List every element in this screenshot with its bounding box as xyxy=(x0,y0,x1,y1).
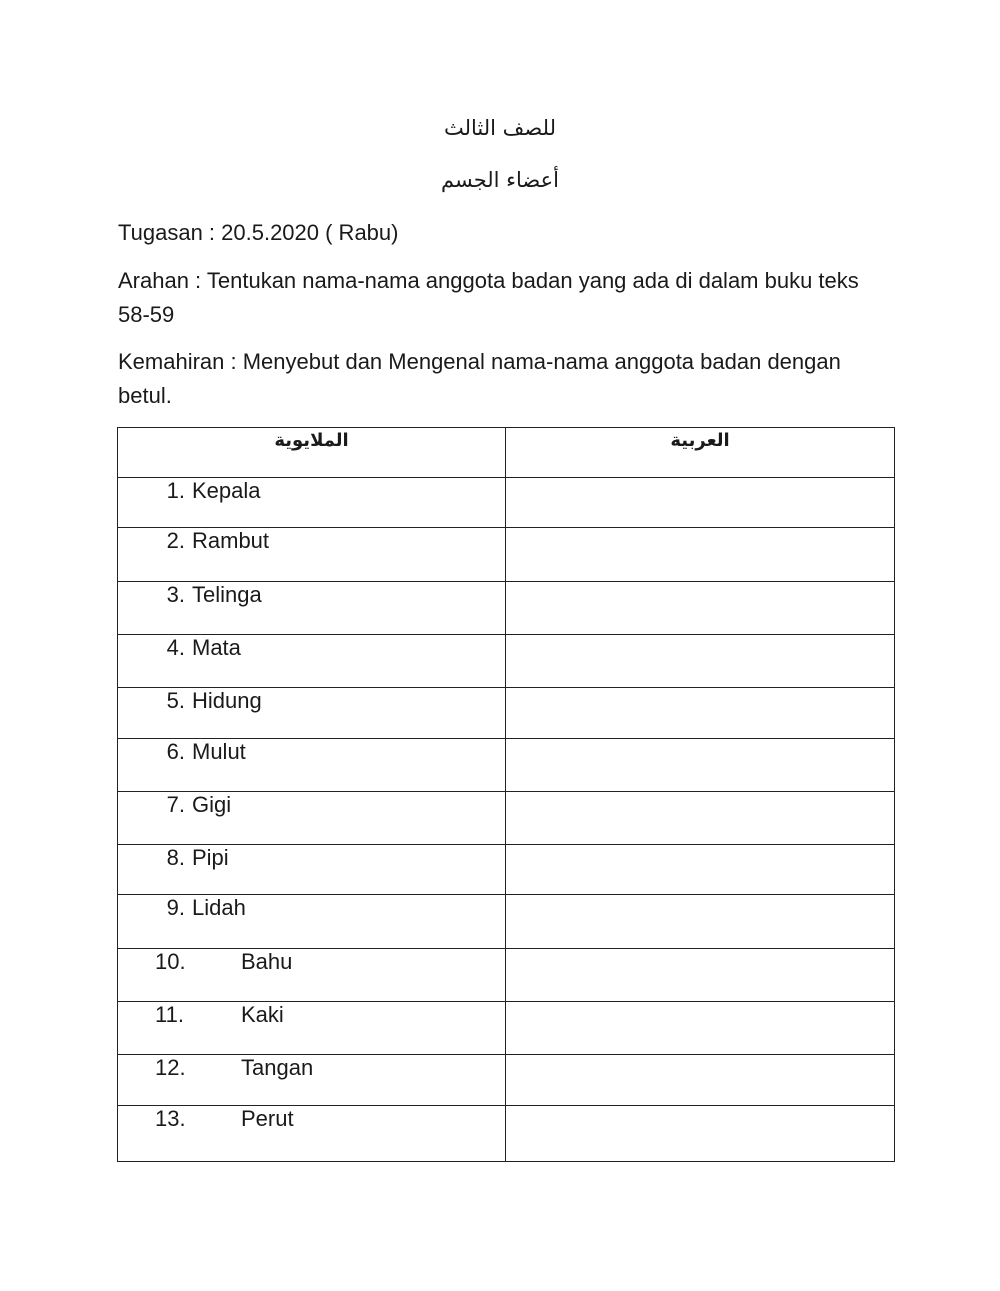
arabic-answer-cell[interactable] xyxy=(506,895,895,949)
malay-word: Mulut xyxy=(192,739,246,764)
table-row xyxy=(118,478,895,528)
row-number: 4. xyxy=(166,635,185,660)
task-date: Tugasan : 20.5.2020 ( Rabu) xyxy=(118,220,399,245)
header-malay: الملايوية xyxy=(118,428,506,478)
row-number: 1. xyxy=(166,478,185,503)
vocabulary-table xyxy=(117,427,895,1162)
arabic-answer-cell[interactable] xyxy=(506,1002,895,1055)
arabic-answer-cell[interactable] xyxy=(506,688,895,739)
malay-word: Gigi xyxy=(192,792,232,817)
malay-cell xyxy=(118,688,506,739)
arabic-answer-cell[interactable] xyxy=(506,792,895,845)
header-arabic: العربية xyxy=(506,428,895,478)
malay-cell xyxy=(118,528,506,582)
row-number: 7. xyxy=(166,792,185,817)
malay-cell xyxy=(118,1106,506,1162)
malay-cell xyxy=(118,739,506,792)
table-row xyxy=(118,1002,895,1055)
row-number: 5. xyxy=(166,688,185,713)
malay-word: Tangan xyxy=(241,1055,314,1080)
arabic-answer-cell[interactable] xyxy=(506,1055,895,1106)
row-number: 2. xyxy=(166,528,185,553)
table-row xyxy=(118,582,895,635)
arabic-answer-cell[interactable] xyxy=(506,528,895,582)
malay-cell xyxy=(118,582,506,635)
malay-cell xyxy=(118,1002,506,1055)
instruction-text: Arahan : Tentukan nama-nama anggota badan yang ada di dalam buku teks 58-59 xyxy=(118,268,859,327)
skill-text: Kemahiran : Menyebut dan Mengenal nama-nama anggota badan dengan betul. xyxy=(118,349,841,408)
malay-word: Kepala xyxy=(192,478,261,503)
table-row xyxy=(118,949,895,1002)
row-number: 11. xyxy=(155,1002,184,1027)
malay-word: Perut xyxy=(241,1106,294,1131)
row-number: 8. xyxy=(166,845,185,870)
malay-cell xyxy=(118,949,506,1002)
malay-word: Pipi xyxy=(192,845,229,870)
arabic-answer-cell[interactable] xyxy=(506,1106,895,1162)
table-row xyxy=(118,688,895,739)
table-row xyxy=(118,845,895,895)
malay-cell xyxy=(118,1055,506,1106)
malay-cell xyxy=(118,478,506,528)
malay-word: Mata xyxy=(192,635,241,660)
table-row xyxy=(118,895,895,949)
row-number: 12. xyxy=(155,1055,186,1080)
table-row xyxy=(118,1055,895,1106)
page-title-class: للصف الثالث xyxy=(444,116,556,140)
malay-word: Lidah xyxy=(192,895,246,920)
malay-word: Hidung xyxy=(192,688,262,713)
row-number: 3. xyxy=(166,582,185,607)
row-number: 9. xyxy=(166,895,185,920)
malay-cell xyxy=(118,845,506,895)
table-row xyxy=(118,528,895,582)
arabic-answer-cell[interactable] xyxy=(506,478,895,528)
arabic-answer-cell[interactable] xyxy=(506,582,895,635)
arabic-answer-cell[interactable] xyxy=(506,739,895,792)
table-header-row xyxy=(118,428,895,478)
arabic-answer-cell[interactable] xyxy=(506,845,895,895)
table-row xyxy=(118,739,895,792)
row-number: 13. xyxy=(155,1106,186,1131)
malay-cell xyxy=(118,635,506,688)
row-number: 10. xyxy=(155,949,186,974)
malay-cell xyxy=(118,895,506,949)
arabic-answer-cell[interactable] xyxy=(506,949,895,1002)
table-row xyxy=(118,635,895,688)
malay-cell xyxy=(118,792,506,845)
malay-word: Telinga xyxy=(192,582,262,607)
arabic-answer-cell[interactable] xyxy=(506,635,895,688)
malay-word: Bahu xyxy=(241,949,293,974)
row-number: 6. xyxy=(166,739,185,764)
table-row xyxy=(118,792,895,845)
malay-word: Kaki xyxy=(241,1002,284,1027)
malay-word: Rambut xyxy=(192,528,270,553)
table-row xyxy=(118,1106,895,1162)
page-title-topic: أعضاء الجسم xyxy=(440,168,560,192)
